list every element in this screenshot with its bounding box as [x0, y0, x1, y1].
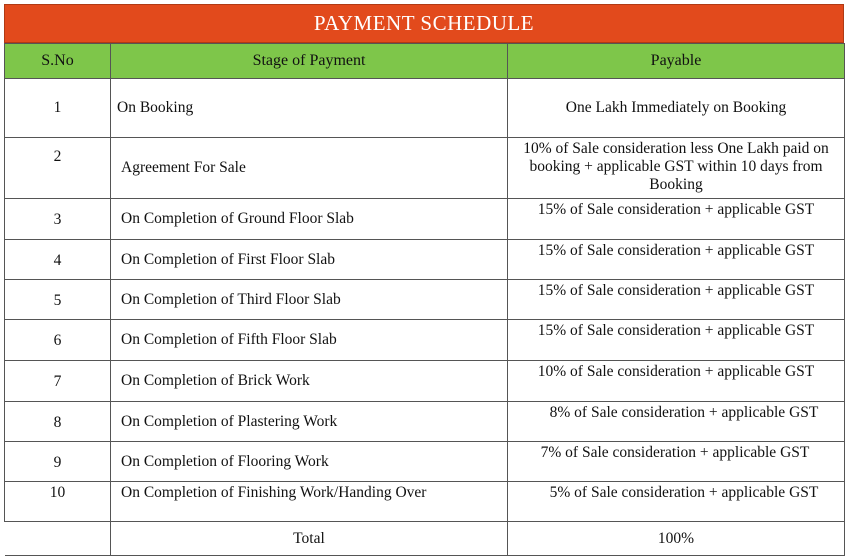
header-stage: Stage of Payment — [111, 44, 508, 79]
row-payable: One Lakh Immediately on Booking — [508, 79, 845, 138]
row-sno: 3 — [5, 199, 111, 240]
row-sno: 7 — [5, 361, 111, 402]
row-payable: 15% of Sale consideration + applicable GST — [508, 240, 845, 280]
table-row — [5, 79, 845, 138]
table-row — [5, 240, 845, 280]
payment-schedule-table — [4, 43, 845, 556]
row-payable: 15% of Sale consideration + applicable GST — [508, 320, 845, 361]
row-sno: 1 — [5, 79, 111, 138]
table-row — [5, 280, 845, 320]
row-stage: On Completion of Flooring Work — [111, 442, 508, 482]
row-payable: 10% of Sale consideration less One Lakh paid on booking + applicable GST within 10 days from Booking — [508, 138, 845, 199]
row-stage: On Booking — [111, 79, 508, 138]
row-sno: 4 — [5, 240, 111, 280]
table-row — [5, 442, 845, 482]
table-row — [5, 402, 845, 442]
row-stage: On Completion of First Floor Slab — [111, 240, 508, 280]
table-row — [5, 138, 845, 199]
row-payable: 15% of Sale consideration + applicable GST — [508, 199, 845, 240]
row-sno: 6 — [5, 320, 111, 361]
row-stage: On Completion of Third Floor Slab — [111, 280, 508, 320]
row-sno: 5 — [5, 280, 111, 320]
table-row — [5, 361, 845, 402]
row-sno: 8 — [5, 402, 111, 442]
row-stage: On Completion of Fifth Floor Slab — [111, 320, 508, 361]
row-payable: 7% of Sale consideration + applicable GST — [508, 442, 845, 482]
total-label: Total — [111, 522, 508, 556]
row-payable: 8% of Sale consideration + applicable GST — [508, 402, 845, 442]
row-stage: On Completion of Finishing Work/Handing Over — [111, 482, 508, 522]
table-row — [5, 320, 845, 361]
header-payable: Payable — [508, 44, 845, 79]
table-row — [5, 482, 845, 522]
row-stage: Agreement For Sale — [111, 138, 508, 199]
header-sno: S.No — [5, 44, 111, 79]
row-sno: 9 — [5, 442, 111, 482]
table-row — [5, 199, 845, 240]
total-blank-cell — [5, 522, 111, 556]
table-title: PAYMENT SCHEDULE — [4, 4, 844, 43]
total-value: 100% — [508, 522, 845, 556]
total-row — [5, 522, 845, 556]
row-payable: 15% of Sale consideration + applicable GST — [508, 280, 845, 320]
header-row — [5, 44, 845, 79]
row-stage: On Completion of Plastering Work — [111, 402, 508, 442]
row-payable: 5% of Sale consideration + applicable GST — [508, 482, 845, 522]
row-payable: 10% of Sale consideration + applicable GST — [508, 361, 845, 402]
row-stage: On Completion of Brick Work — [111, 361, 508, 402]
row-sno: 10 — [5, 482, 111, 522]
row-sno: 2 — [5, 138, 111, 199]
row-stage: On Completion of Ground Floor Slab — [111, 199, 508, 240]
